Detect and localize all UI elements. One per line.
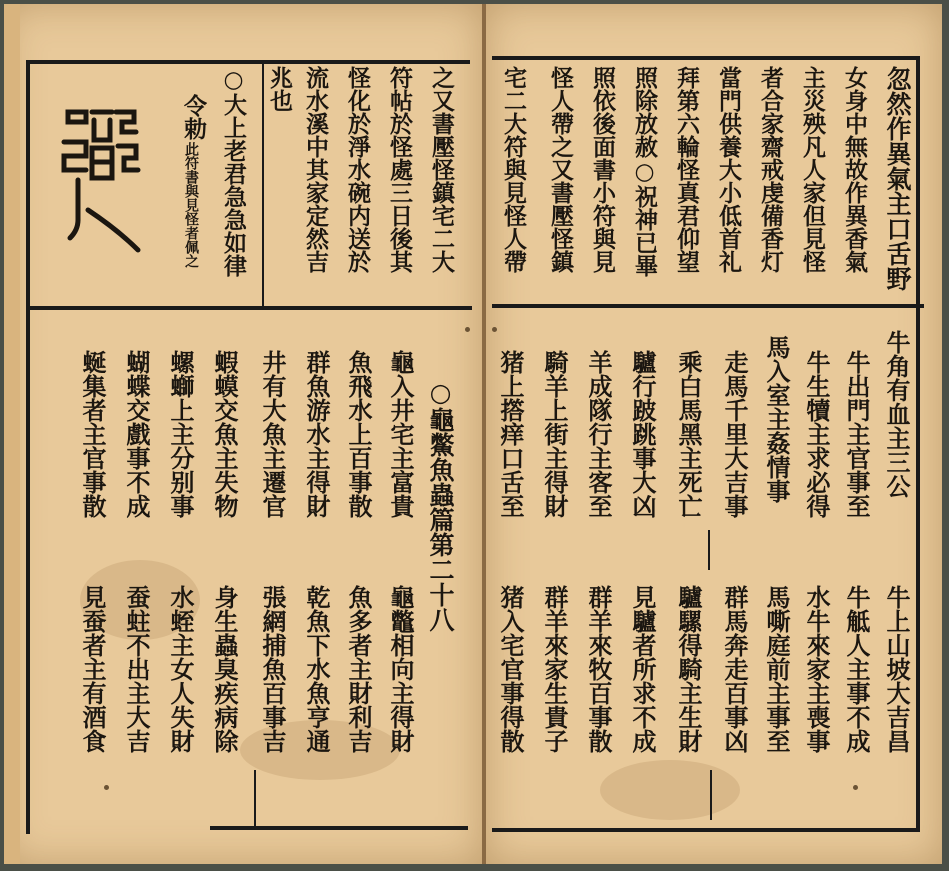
text-column: 符帖於怪處三日後其 bbox=[386, 66, 413, 273]
text-column: 當門供養大小低首礼 bbox=[715, 66, 742, 273]
text-column: 牛上山坡大吉昌 bbox=[882, 585, 911, 753]
text-column: 蝦蟆交魚主失物 bbox=[210, 350, 239, 518]
text-column: 流水溪中其家定然吉 bbox=[302, 66, 329, 273]
text-column: 牛出門主官事至 bbox=[842, 350, 871, 518]
text-column: 龜鼈相向主得財 bbox=[386, 585, 415, 753]
text-column: 群羊來牧百事散 bbox=[584, 585, 613, 753]
talisman-note: 此符書與見怪者佩之 bbox=[183, 142, 199, 268]
text-column: 之又書壓怪鎮宅二大 bbox=[428, 66, 455, 273]
text-column: 螺螄上主分别事 bbox=[166, 350, 195, 518]
book-gutter bbox=[482, 4, 486, 864]
text-column: 魚飛水上百事散 bbox=[344, 350, 373, 518]
talisman-caption: ○大上老君急急如律 bbox=[220, 66, 247, 277]
text-column: 蝴蝶交戲事不成 bbox=[122, 350, 151, 518]
text-column: 牛角有血主三公 bbox=[882, 330, 911, 498]
text-column: 群羊來家生貴子 bbox=[540, 585, 569, 753]
text-column: 身生蟲臭疾病除 bbox=[210, 585, 239, 753]
text-column: 猪入宅官事得散 bbox=[496, 585, 525, 753]
text-column: 井有大魚主遷官 bbox=[258, 350, 287, 518]
text-column: 魚多者主財利吉 bbox=[344, 585, 373, 753]
text-column: 拜第六輪怪真君仰望 bbox=[673, 66, 700, 273]
text-column: 忽然作異氣主口舌野 bbox=[883, 66, 912, 291]
text-column: 主災殃凡人家但見怪 bbox=[799, 66, 826, 273]
text-column: 照依後面書小符與見 bbox=[589, 66, 616, 273]
text-column: 蚕蛀不出主大吉 bbox=[122, 585, 151, 753]
text-column: 猪上撘痒口舌至 bbox=[496, 350, 525, 518]
text-column: 驢騾得騎主生財 bbox=[674, 585, 703, 753]
text-column: 牛觝人主事不成 bbox=[842, 585, 871, 753]
text-column: 馬入室主姦情事 bbox=[762, 335, 791, 503]
text-column: 牛生犢主求必得 bbox=[802, 350, 831, 518]
text-column: 水蛭主女人失財 bbox=[166, 585, 195, 753]
talisman-caption-ling: 令勅 bbox=[180, 94, 207, 140]
text-column: 騎羊上街主得財 bbox=[540, 350, 569, 518]
text-column: 走馬千里大吉事 bbox=[720, 350, 749, 518]
text-column: 群馬奔走百事凶 bbox=[720, 585, 749, 753]
section-title: ○龜鱉魚蟲篇第二十八 bbox=[426, 378, 455, 632]
text-column: 見驢者所求不成 bbox=[628, 585, 657, 753]
text-column: 宅二大符與見怪人帶 bbox=[500, 66, 527, 273]
text-column: 張網捕魚百事吉 bbox=[258, 585, 287, 753]
text-column: 驢行跛跳事大凶 bbox=[628, 350, 657, 518]
text-column: 兆也 bbox=[266, 66, 293, 112]
text-column: 龜入井宅主富貴 bbox=[386, 350, 415, 518]
text-column: 乘白馬黑主死亡 bbox=[674, 350, 703, 518]
text-column: 見蚕者主有酒食 bbox=[78, 585, 107, 753]
text-column: 怪化於淨水碗内送於 bbox=[344, 66, 371, 273]
text-column: 者合家齋戒虔備香灯 bbox=[757, 66, 784, 273]
text-column: 馬嘶庭前主事至 bbox=[762, 585, 791, 753]
text-column: 怪人帶之又書壓怪鎮 bbox=[547, 66, 574, 273]
text-column: 水牛來家主喪事 bbox=[802, 585, 831, 753]
page-edge bbox=[4, 4, 20, 864]
text-column: 羊成隊行主客至 bbox=[584, 350, 613, 518]
text-column: 群魚游水主得財 bbox=[302, 350, 331, 518]
text-column: 蜒集者主官事散 bbox=[78, 350, 107, 518]
talisman-seal-icon bbox=[48, 90, 168, 260]
text-column: 女身中無故作異香氣 bbox=[841, 66, 868, 273]
text-column: 照除放赦○祝神已畢 bbox=[631, 66, 658, 277]
text-column: 乾魚下水魚亨通 bbox=[302, 585, 331, 753]
